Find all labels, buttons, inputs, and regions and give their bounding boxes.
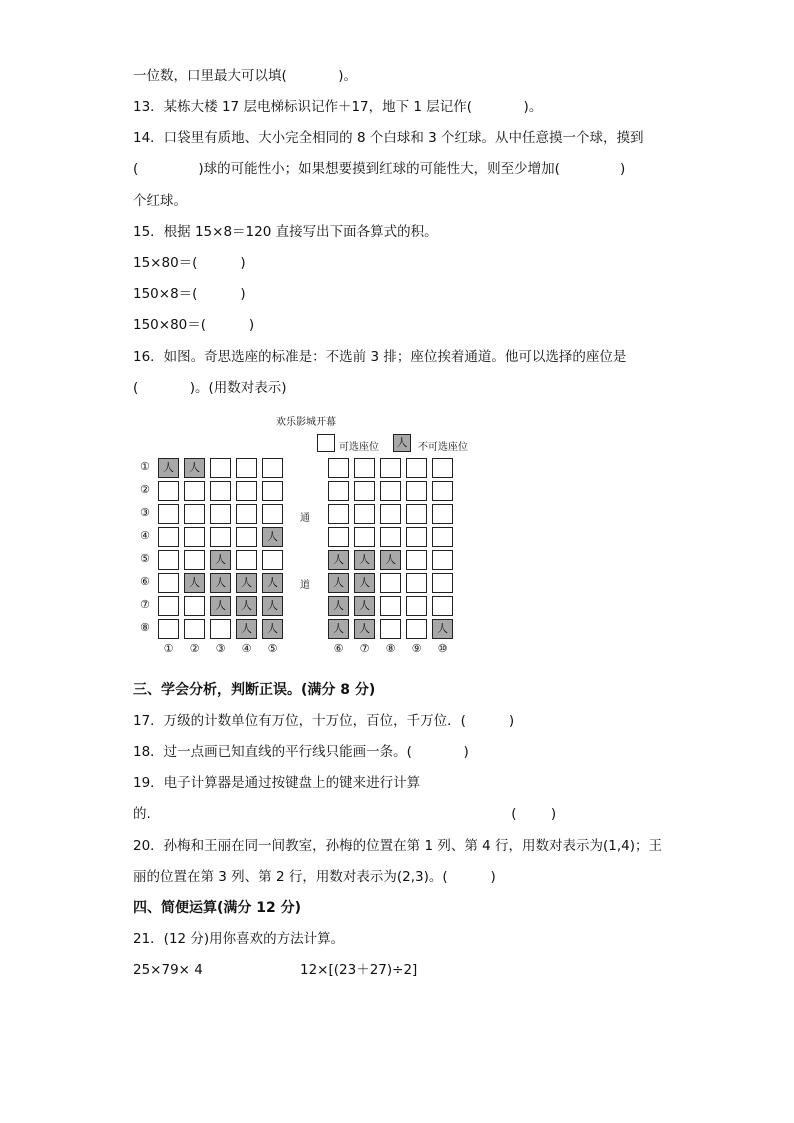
seat-available xyxy=(210,481,231,501)
seat-available xyxy=(406,481,427,501)
seat-available xyxy=(328,458,349,478)
calc-expression-2: 12×[(23＋27)÷2] xyxy=(300,962,418,978)
seat-available xyxy=(262,504,283,524)
seat-available xyxy=(380,481,401,501)
section-3-heading: 三、学会分析，判断正误。(满分 8 分) xyxy=(133,682,376,698)
seat-available xyxy=(432,550,453,570)
seat-taken: 人 xyxy=(236,596,257,616)
seat-available xyxy=(158,573,179,593)
column-label: ② xyxy=(189,642,200,655)
seat-available xyxy=(184,527,205,547)
seat-available xyxy=(432,573,453,593)
seat-available xyxy=(158,550,179,570)
seat-taken: 人 xyxy=(432,619,453,639)
column-label: ⑨ xyxy=(411,642,422,655)
seat-available xyxy=(262,458,283,478)
seat-taken: 人 xyxy=(354,550,375,570)
question-19-cont: 的. ( ) xyxy=(133,806,557,822)
question-16-cont: ( )。(用数对表示) xyxy=(133,380,287,396)
seat-available xyxy=(184,619,205,639)
chart-title: 欢乐影城开幕 xyxy=(276,417,336,428)
seat-available xyxy=(236,550,257,570)
aisle-label-bottom: 道 xyxy=(300,580,310,591)
question-16: 16．如图。奇思选座的标准是：不选前 3 排；座位挨着通道。他可以选择的座位是 xyxy=(133,349,627,365)
seat-available xyxy=(184,504,205,524)
seat-available xyxy=(158,481,179,501)
seat-taken: 人 xyxy=(262,619,283,639)
question-15-c: 150×80＝( ) xyxy=(133,317,255,333)
seat-available xyxy=(236,481,257,501)
legend-available-label: 可选座位 xyxy=(339,442,379,453)
seat-available xyxy=(380,619,401,639)
seat-available xyxy=(406,458,427,478)
seat-available xyxy=(406,619,427,639)
seat-taken: 人 xyxy=(328,619,349,639)
calc-expression-1: 25×79× 4 xyxy=(133,962,203,978)
column-label: ④ xyxy=(241,642,252,655)
seat-available xyxy=(380,527,401,547)
seat-available xyxy=(328,504,349,524)
question-20-cont: 丽的位置在第 3 列、第 2 行，用数对表示为(2,3)。( ) xyxy=(133,869,496,885)
seat-available xyxy=(406,504,427,524)
seat-available xyxy=(432,458,453,478)
seat-taken: 人 xyxy=(184,458,205,478)
column-label: ⑩ xyxy=(437,642,448,655)
question-14: 14．口袋里有质地、大小完全相同的 8 个白球和 3 个红球。从中任意摸一个球，摸到 xyxy=(133,130,644,146)
seat-taken: 人 xyxy=(354,619,375,639)
seat-taken: 人 xyxy=(262,573,283,593)
legend-taken-box: 人 xyxy=(393,434,411,452)
question-20: 20．孙梅和王丽在同一间教室，孙梅的位置在第 1 列、第 4 行，用数对表示为(1,4)；王 xyxy=(133,838,663,854)
row-label: ④ xyxy=(140,529,150,542)
seat-taken: 人 xyxy=(380,550,401,570)
column-label: ③ xyxy=(215,642,226,655)
seat-available xyxy=(328,527,349,547)
seat-taken: 人 xyxy=(210,596,231,616)
seat-available xyxy=(380,458,401,478)
question-17: 17．万级的计数单位有万位，十万位，百位，千万位．( ) xyxy=(133,713,515,729)
seat-available xyxy=(158,619,179,639)
seat-available xyxy=(184,481,205,501)
seat-available xyxy=(432,481,453,501)
aisle-label-top: 通 xyxy=(300,513,310,524)
seat-taken: 人 xyxy=(210,550,231,570)
row-label: ③ xyxy=(140,506,150,519)
question-15-a: 15×80＝( ) xyxy=(133,255,246,271)
seat-available xyxy=(184,596,205,616)
text-line-1: 一位数，口里最大可以填( )。 xyxy=(133,68,358,84)
question-21: 21．(12 分)用你喜欢的方法计算。 xyxy=(133,931,345,947)
seat-available xyxy=(158,527,179,547)
seat-available xyxy=(354,527,375,547)
seat-taken: 人 xyxy=(210,573,231,593)
seat-taken: 人 xyxy=(354,596,375,616)
seating-chart xyxy=(140,410,480,660)
question-15: 15．根据 15×8＝120 直接写出下面各算式的积。 xyxy=(133,224,438,240)
seat-available xyxy=(380,596,401,616)
seat-available xyxy=(328,481,349,501)
seat-taken: 人 xyxy=(262,596,283,616)
question-14-end: 个红球。 xyxy=(133,193,187,209)
row-label: ① xyxy=(140,460,150,473)
row-label: ② xyxy=(140,483,150,496)
seat-available xyxy=(262,550,283,570)
seat-available xyxy=(354,481,375,501)
seat-taken: 人 xyxy=(328,573,349,593)
seat-available xyxy=(354,458,375,478)
column-label: ⑧ xyxy=(385,642,396,655)
row-label: ⑧ xyxy=(140,621,150,634)
seat-taken: 人 xyxy=(328,596,349,616)
seat-taken: 人 xyxy=(328,550,349,570)
seat-available xyxy=(236,458,257,478)
seat-available xyxy=(236,527,257,547)
seat-available xyxy=(432,504,453,524)
question-18: 18．过一点画已知直线的平行线只能画一条。( ) xyxy=(133,744,469,760)
legend-taken-label: 不可选座位 xyxy=(418,442,468,453)
seat-available xyxy=(406,573,427,593)
seat-available xyxy=(432,596,453,616)
question-19: 19．电子计算器是通过按键盘上的键来进行计算 xyxy=(133,775,421,791)
seat-available xyxy=(210,458,231,478)
section-4-heading: 四、简便运算(满分 12 分) xyxy=(133,900,302,916)
column-label: ⑦ xyxy=(359,642,370,655)
seat-available xyxy=(354,504,375,524)
seat-available xyxy=(158,504,179,524)
question-15-b: 150×8＝( ) xyxy=(133,286,246,302)
row-label: ⑤ xyxy=(140,552,150,565)
seat-taken: 人 xyxy=(236,619,257,639)
column-label: ⑥ xyxy=(333,642,344,655)
seat-available xyxy=(406,527,427,547)
column-label: ⑤ xyxy=(267,642,278,655)
seat-available xyxy=(406,550,427,570)
seat-available xyxy=(262,481,283,501)
seat-available xyxy=(432,527,453,547)
seat-available xyxy=(184,550,205,570)
question-13: 13．某栋大楼 17 层电梯标识记作＋17，地下 1 层记作( )。 xyxy=(133,99,543,115)
row-label: ⑦ xyxy=(140,598,150,611)
seat-available xyxy=(210,527,231,547)
seat-taken: 人 xyxy=(158,458,179,478)
column-label: ① xyxy=(163,642,174,655)
seat-taken: 人 xyxy=(262,527,283,547)
seat-available xyxy=(210,504,231,524)
legend-available-box xyxy=(317,434,335,452)
seat-taken: 人 xyxy=(354,573,375,593)
seat-available xyxy=(236,504,257,524)
seat-taken: 人 xyxy=(184,573,205,593)
seat-available xyxy=(158,596,179,616)
seat-taken: 人 xyxy=(236,573,257,593)
seat-available xyxy=(406,596,427,616)
seat-available xyxy=(210,619,231,639)
row-label: ⑥ xyxy=(140,575,150,588)
question-14-cont: ( )球的可能性小；如果想要摸到红球的可能性大，则至少增加( ) xyxy=(133,161,626,177)
seat-available xyxy=(380,573,401,593)
seat-available xyxy=(380,504,401,524)
